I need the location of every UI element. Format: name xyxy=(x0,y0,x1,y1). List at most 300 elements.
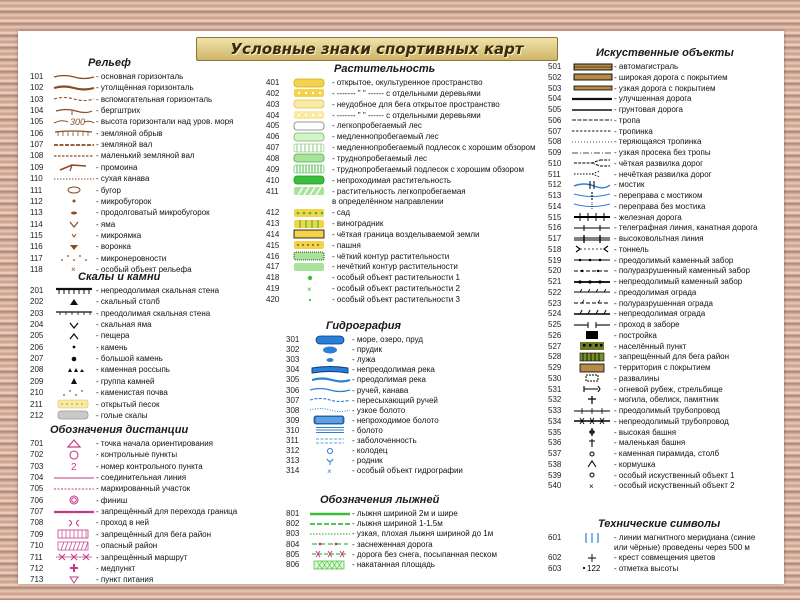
legend-row xyxy=(30,285,219,296)
ski-section-title: Обозначения лыжней xyxy=(320,494,440,506)
legend-row xyxy=(30,308,210,319)
legend-row xyxy=(548,459,656,470)
symbol-label: - кормушка xyxy=(614,459,656,469)
symbol-label: - линии магнитного меридиана (синие xyxy=(614,533,756,542)
first-aid-icon xyxy=(52,563,96,573)
symbol-label: - непроходимая растительность xyxy=(332,175,452,185)
legend-row xyxy=(266,261,458,272)
legend-row xyxy=(30,506,237,517)
legend-row xyxy=(548,233,704,244)
symbol-label: - продолговатый микробугорок xyxy=(96,208,210,218)
symbol-label: - лужа xyxy=(352,355,376,365)
symbol-label: - медленнопробегаемый лес xyxy=(332,132,439,142)
earth-bank-icon xyxy=(52,128,96,138)
symbol-code: 512 xyxy=(548,180,562,190)
snowy-road-icon xyxy=(308,539,352,549)
symbol-label: - пещера xyxy=(96,331,130,341)
symbol-label: - каменистая почва xyxy=(96,388,168,398)
symbol-label: - непреодолимая скальная стена xyxy=(96,286,220,295)
symbol-label: - теряющаяся тропинка xyxy=(614,137,702,147)
symbol-code: 201 xyxy=(30,286,44,295)
symbol-code: 203 xyxy=(30,308,44,318)
legend-row xyxy=(266,88,481,99)
symbol-code: 806 xyxy=(286,560,300,569)
marsh-icon xyxy=(308,425,352,435)
legend-row xyxy=(30,552,187,563)
manmade-section-title: Искуственные объекты xyxy=(596,47,734,59)
legend-row xyxy=(548,61,678,72)
symbol-label: - легкопробегаемый лес xyxy=(332,121,422,131)
small-tower-icon xyxy=(570,438,614,448)
symbol-label: - проход в заборе xyxy=(614,320,680,329)
symbol-label: - контрольные пункты xyxy=(96,450,178,460)
rough-open-icon xyxy=(288,99,332,109)
symbol-code: 309 xyxy=(286,415,300,425)
symbol-code: 105 xyxy=(30,117,44,127)
funnel-icon xyxy=(52,242,96,252)
wide-road-icon xyxy=(570,72,614,82)
stony-ground-icon xyxy=(52,388,96,398)
legend-row xyxy=(30,173,149,184)
symbol-label: - колодец xyxy=(352,446,388,456)
symbol-code: 207 xyxy=(30,354,44,364)
legend-row xyxy=(30,82,194,93)
symbol-label: - камень xyxy=(96,342,128,352)
svg-text:×: × xyxy=(71,265,76,275)
legend-row xyxy=(30,495,127,506)
berg-stroke-icon xyxy=(52,106,96,116)
crossing-no-bridge-icon xyxy=(570,201,614,211)
symbol-label: - полуразрушенный каменный забор xyxy=(614,266,750,276)
symbol-label: - полуразрушенная ограда xyxy=(614,298,713,308)
symbol-label: - населённый пункт xyxy=(614,341,687,351)
symbol-code: 109 xyxy=(30,162,44,172)
symbol-code: 601 xyxy=(548,533,562,542)
symbol-code: 204 xyxy=(30,320,44,330)
symbol-code: 802 xyxy=(286,519,300,529)
legend-row xyxy=(266,142,536,153)
symbol-label: - автомагистраль xyxy=(614,62,679,71)
legend-row xyxy=(30,241,131,252)
symbol-code: 306 xyxy=(286,385,300,395)
legend-row xyxy=(30,319,152,330)
stream-icon xyxy=(308,385,352,395)
symbol-label: - большой камень xyxy=(96,354,163,364)
symbol-code: 540 xyxy=(548,481,562,491)
symbol-label: - вспомогательная горизонталь xyxy=(96,94,213,104)
symbol-label: - особый искуственный объект 2 xyxy=(614,481,735,491)
fence-icon xyxy=(570,287,614,297)
narrow-marsh-icon xyxy=(308,405,352,415)
boulder-cluster-icon xyxy=(52,376,96,386)
hydro-section-title: Гидрография xyxy=(326,320,401,332)
legend-row xyxy=(30,330,130,341)
symbol-label: - преодолимая река xyxy=(352,375,426,385)
symbol-code: 407 xyxy=(266,143,280,153)
symbol-label: - прудик xyxy=(352,345,382,355)
legend-row xyxy=(30,472,186,483)
symbol-code: 703 xyxy=(30,461,44,471)
symbol-label: - медленнопробегаемый подлесок с хорошим обзором xyxy=(332,143,536,153)
symbol-code: 102 xyxy=(30,83,44,93)
symbol-code: 209 xyxy=(30,376,44,386)
symbol-code: 517 xyxy=(548,234,562,243)
paved-area-icon xyxy=(570,363,614,373)
legend-row xyxy=(548,287,696,298)
symbol-code: 506 xyxy=(548,115,562,125)
legend-row xyxy=(266,153,427,164)
seasonal-stream-icon xyxy=(308,395,352,405)
out-of-bounds-icon xyxy=(52,529,96,539)
symbol-code: 712 xyxy=(30,563,44,573)
symbol-code: 117 xyxy=(30,253,43,263)
settlement-icon xyxy=(570,341,614,351)
railway-icon xyxy=(570,212,614,222)
legend-row xyxy=(548,276,742,287)
symbol-code: 709 xyxy=(30,529,44,539)
symbol-label: - маленькая башня xyxy=(614,438,686,448)
symbol-code: 112 xyxy=(30,196,43,206)
symbol-code: 205 xyxy=(30,331,44,341)
legend-row xyxy=(548,351,729,362)
symbol-label: - особый объект гидрографии xyxy=(352,466,463,476)
faint-path-icon xyxy=(570,137,614,147)
legend-sheet xyxy=(18,31,784,584)
symbol-code: 104 xyxy=(30,106,44,116)
legend-row xyxy=(30,185,121,196)
narrow-road-icon xyxy=(570,83,614,93)
symbol-code: 211 xyxy=(30,399,43,409)
symbol-code: 513 xyxy=(548,191,562,200)
marked-route-icon xyxy=(52,484,96,494)
impassable-river-icon xyxy=(308,365,352,375)
lake-icon xyxy=(308,335,352,345)
symbol-label: - маленький земляной вал xyxy=(96,151,195,161)
symbol-label: - скальный столб xyxy=(96,297,160,307)
symbol-label: - утолщённая горизонталь xyxy=(96,83,194,93)
symbol-label: - нечёткий контур растительности xyxy=(332,262,458,272)
symbol-label: - высота горизонтали над уров. моря xyxy=(96,117,234,127)
symbol-label: - мостик xyxy=(614,180,645,190)
symbol-code: 515 xyxy=(548,212,562,222)
symbol-label: - воронка xyxy=(96,242,131,252)
legend-row xyxy=(548,179,644,190)
legend-row xyxy=(30,196,151,207)
legend-row xyxy=(266,99,500,110)
dirt-road-icon xyxy=(570,105,614,115)
legend-row xyxy=(30,449,177,460)
symbol-code: 511 xyxy=(548,169,561,179)
symbol-code: 702 xyxy=(30,450,44,460)
symbol-code: 522 xyxy=(548,287,562,297)
easy-forest-icon xyxy=(288,121,332,131)
symbol-code: 412 xyxy=(266,208,280,218)
indistinct-edge-icon xyxy=(288,262,332,272)
symbol-label: - пашня xyxy=(332,240,361,250)
symbol-label: - чёткий контур растительности xyxy=(332,251,450,261)
legend-row xyxy=(548,308,705,319)
symbol-label: - открытое, окультуренное пространство xyxy=(332,78,483,87)
symbol-label: - высокая башня xyxy=(614,427,677,437)
symbol-code: 417 xyxy=(266,262,280,272)
large-boulder-icon xyxy=(52,354,96,364)
legend-row xyxy=(30,353,163,364)
vegetation-section-title: Растительность xyxy=(334,63,436,75)
legend-row xyxy=(30,230,141,241)
symbol-label: - микробугорок xyxy=(96,196,152,206)
legend-row xyxy=(548,158,703,169)
symbol-code: 602 xyxy=(548,553,562,563)
runnable-direction-icon xyxy=(288,186,332,196)
symbol-label: - непреодолимая река xyxy=(352,365,435,375)
slow-undergrowth-icon xyxy=(288,143,332,153)
symbol-label: - особый объект растительности 1 xyxy=(332,273,460,283)
stone-wall-icon xyxy=(570,255,614,265)
symbol-label: - микронеровности xyxy=(96,253,167,263)
packed-area-icon xyxy=(308,560,352,570)
legend-row xyxy=(548,427,676,438)
symbol-code: 409 xyxy=(266,164,280,174)
symbol-code: 510 xyxy=(548,158,562,168)
special-manmade-1-icon xyxy=(570,470,614,480)
symbol-code: 514 xyxy=(548,201,562,211)
symbol-code: 415 xyxy=(266,240,280,250)
refreshment-icon xyxy=(52,575,96,584)
pipeline-icon xyxy=(570,406,614,416)
legend-row xyxy=(30,71,183,82)
control-number-icon xyxy=(52,461,96,474)
symbol-code: 301 xyxy=(286,335,300,344)
symbol-code: 526 xyxy=(548,330,562,340)
connecting-line-icon xyxy=(52,473,96,483)
symbol-code: 701 xyxy=(30,439,44,448)
finish-icon xyxy=(52,495,96,505)
symbol-code: 420 xyxy=(266,295,280,304)
special-veg-1-icon xyxy=(288,273,332,283)
vineyard-icon xyxy=(288,219,332,229)
improved-road-icon xyxy=(570,94,614,104)
symbol-label: - скальная яма xyxy=(96,320,152,330)
symbol-code: 308 xyxy=(286,405,300,415)
symbol-code: 705 xyxy=(30,484,44,494)
pit-icon xyxy=(52,219,96,229)
impassable-vegetation-icon xyxy=(288,175,332,185)
symbol-code: 402 xyxy=(266,88,280,98)
symbol-label: - непреодолимая ограда xyxy=(614,309,706,319)
symbol-label: - особый объект растительности 3 xyxy=(332,295,460,304)
crossable-river-icon xyxy=(308,375,352,385)
symbol-label: - лыжня шириной 2м и шире xyxy=(352,509,458,518)
symbol-label: - широкая дорога с покрытием xyxy=(614,72,728,82)
legend-row xyxy=(548,298,713,309)
symbol-label: - голые скалы xyxy=(96,410,148,420)
legend-row xyxy=(30,105,140,116)
symbol-code: 419 xyxy=(266,284,280,294)
symbol-label: - особый объект рельефа xyxy=(96,264,192,274)
puddle-icon xyxy=(308,355,352,365)
symbol-code: 520 xyxy=(548,266,562,276)
cave-icon xyxy=(52,331,96,341)
legend-row xyxy=(548,222,758,233)
symbol-code: 539 xyxy=(548,470,562,480)
registration-mark-icon xyxy=(570,553,614,563)
forbidden-area-icon xyxy=(570,352,614,362)
cairn-icon xyxy=(570,449,614,459)
legend-row xyxy=(548,330,657,341)
impassable-marsh-icon xyxy=(308,415,352,425)
thicker-brown-line-icon xyxy=(52,83,96,93)
symbol-code: 413 xyxy=(266,219,280,229)
symbol-code: 504 xyxy=(548,94,562,104)
symbol-code: 805 xyxy=(286,549,300,559)
symbol-code: 208 xyxy=(30,365,44,375)
special-veg-2-icon xyxy=(288,284,332,294)
symbol-label: - промоина xyxy=(96,162,138,172)
symbol-label: - бергштрих xyxy=(96,106,141,116)
symbol-code: 525 xyxy=(548,320,562,329)
symbol-label: - железная дорога xyxy=(614,212,682,222)
legend-row xyxy=(30,128,162,139)
symbol-code: 603 xyxy=(548,563,562,573)
legend-row xyxy=(266,110,481,121)
symbol-label: - опасный район xyxy=(96,541,158,551)
symbol-label: - особый искуственный объект 1 xyxy=(614,470,735,480)
page-title: Условные знаки спортивных карт xyxy=(196,37,558,61)
legend-row xyxy=(30,399,159,410)
symbol-label: - сухая канава xyxy=(96,174,150,184)
crossing-bridge-icon xyxy=(570,191,614,201)
passable-cliff-icon xyxy=(52,308,96,318)
symbol-label: - земляной обрыв xyxy=(96,128,163,138)
legend-row xyxy=(30,483,190,494)
symbol-code: 706 xyxy=(30,495,44,505)
high-tower-icon xyxy=(570,427,614,437)
legend-row xyxy=(30,540,157,551)
symbol-label: - родник xyxy=(352,456,383,466)
motorway-icon xyxy=(570,62,614,72)
bare-rock-icon xyxy=(52,410,96,420)
symbol-code: 529 xyxy=(548,363,562,372)
symbol-code: 524 xyxy=(548,309,562,319)
legend-row xyxy=(266,294,460,305)
legend-row xyxy=(548,448,719,459)
symbol-label: - болото xyxy=(352,425,383,435)
start-triangle-icon xyxy=(52,439,96,449)
symbol-code: 519 xyxy=(548,255,562,265)
symbol-code: 406 xyxy=(266,132,280,142)
rough-open-trees-icon xyxy=(288,110,332,120)
symbol-label: - нечёткая развилка дорог xyxy=(614,169,712,179)
symbol-label: - территория с покрытием xyxy=(614,363,711,372)
legend-row xyxy=(548,244,649,255)
symbol-code: 523 xyxy=(548,298,562,308)
symbol-label: - номер контрольного пункта xyxy=(96,461,203,471)
legend-row xyxy=(548,83,715,94)
symbol-code: 311 xyxy=(286,436,299,445)
small-path-icon xyxy=(570,126,614,136)
thick-brown-line-icon xyxy=(52,72,96,82)
knoll-icon xyxy=(52,185,96,195)
dry-ditch-icon xyxy=(52,174,96,184)
symbol-label: - маркированный участок xyxy=(96,484,191,494)
none-icon xyxy=(570,543,614,553)
legend-row xyxy=(30,529,211,540)
symbol-code: 530 xyxy=(548,373,562,383)
symbol-label: - группа камней xyxy=(96,376,155,386)
symbol-code: 212 xyxy=(30,410,44,420)
legend-row xyxy=(548,470,735,481)
legend-row xyxy=(266,196,444,207)
narrow-ride-icon xyxy=(570,148,614,158)
symbol-label: - могила, обелиск, памятник xyxy=(614,395,719,405)
symbol-label: - накатанная площадь xyxy=(352,560,435,569)
svg-text:122: 122 xyxy=(587,564,601,574)
impassable-cliff-icon xyxy=(52,286,96,296)
control-circle-icon xyxy=(52,450,96,460)
symbol-label: - труднопробегаемый лес xyxy=(332,153,428,163)
symbol-code: 111 xyxy=(30,185,43,195)
legend-row xyxy=(30,387,168,398)
legend-row xyxy=(30,207,210,218)
ski-wide-icon xyxy=(308,509,352,519)
symbol-code: 536 xyxy=(548,438,562,448)
svg-text:×: × xyxy=(589,481,594,491)
legend-row xyxy=(548,201,706,212)
legend-row xyxy=(266,240,361,251)
symbol-label: - непреодолимый каменный забор xyxy=(614,277,743,286)
legend-row xyxy=(548,394,719,405)
legend-row xyxy=(266,207,350,218)
symbol-code: 408 xyxy=(266,153,280,163)
symbol-code: 307 xyxy=(286,395,300,405)
symbol-label: - неудобное для бега открытое пространство xyxy=(332,99,500,109)
legend-row xyxy=(266,283,460,294)
legend-row xyxy=(30,150,195,161)
technical-section-title: Технические символы xyxy=(598,518,721,530)
symbol-label: - огневой рубеж, стрельбище xyxy=(614,384,723,394)
legend-row xyxy=(548,319,680,330)
symbol-code: 401 xyxy=(266,78,280,87)
legend-row xyxy=(548,480,735,491)
legend-row xyxy=(548,373,659,384)
legend-row xyxy=(266,272,460,283)
symbol-code: 411 xyxy=(266,186,279,196)
symbol-code: 116 xyxy=(30,242,43,252)
legend-row xyxy=(266,77,483,88)
symbol-label: - виноградник xyxy=(332,219,384,229)
symbol-code: 314 xyxy=(286,466,300,476)
special-manmade-2-icon xyxy=(570,481,614,491)
symbol-label: - растительность легкопробегаемая xyxy=(332,186,466,196)
dashed-brown-line-icon xyxy=(52,94,96,104)
legend-row xyxy=(548,115,640,126)
symbol-code: 110 xyxy=(30,174,43,184)
difficult-forest-icon xyxy=(288,153,332,163)
legend-row xyxy=(30,162,137,173)
symbol-code: 312 xyxy=(286,446,300,456)
legend-row xyxy=(548,384,723,395)
small-wall-icon xyxy=(52,151,96,161)
major-power-line-icon xyxy=(570,234,614,244)
symbol-label: - телеграфная линия, канатная дорога xyxy=(614,223,758,233)
boulder-icon xyxy=(52,342,96,352)
symbol-code: 410 xyxy=(266,175,280,185)
boulder-field-icon xyxy=(52,365,96,375)
symbol-label: - труднопробегаемый подлесок с хорошим обзором xyxy=(332,164,524,174)
legend-row xyxy=(30,364,170,375)
symbol-code: 537 xyxy=(548,449,562,458)
dangerous-area-icon xyxy=(52,541,96,551)
